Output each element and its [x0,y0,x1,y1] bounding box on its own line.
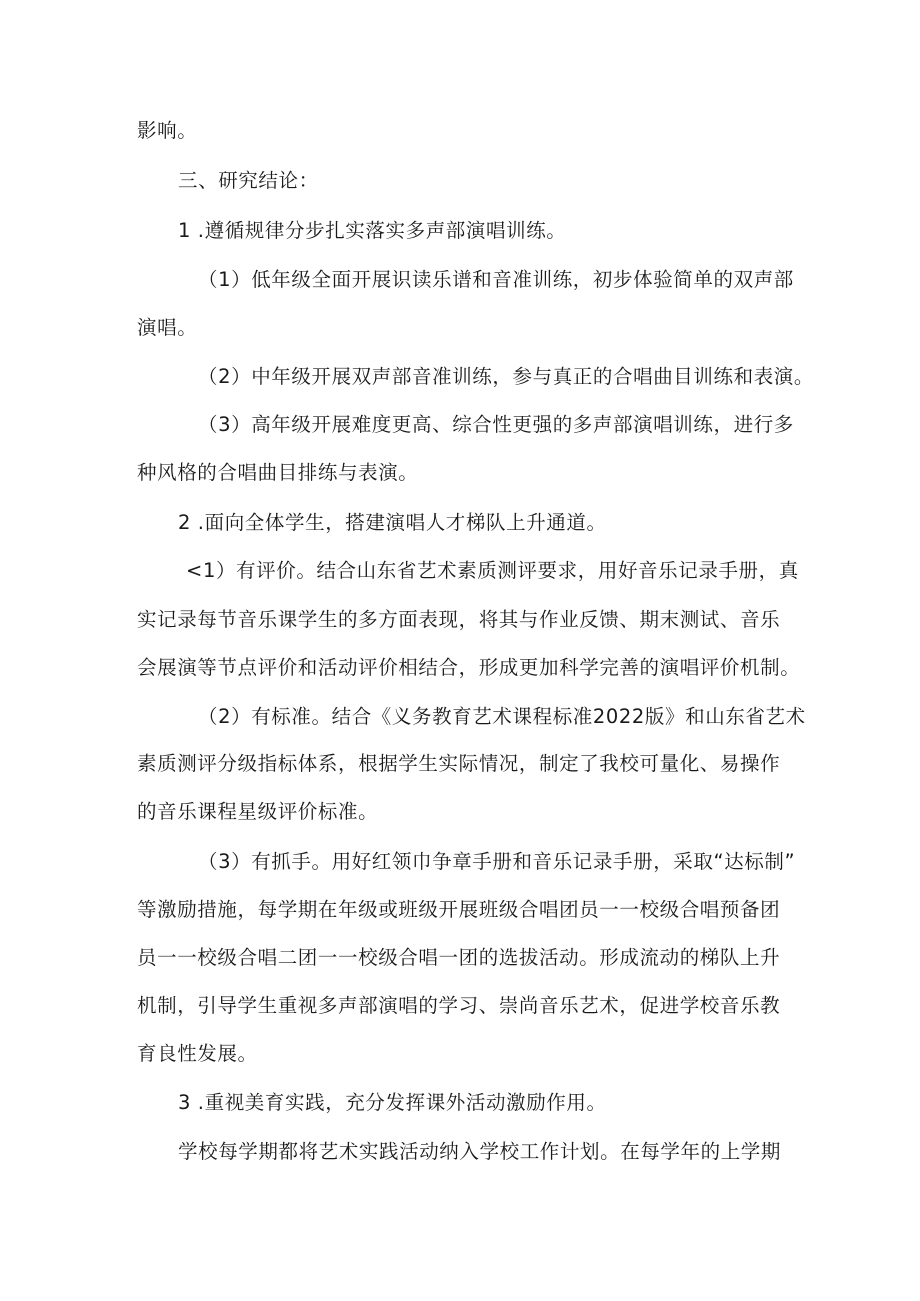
subheading-3: 3 .重视美育实践，充分发挥课外活动激励作用。 [178,1091,607,1114]
text-line-8: 种风格的合唱曲目排练与表演。 [137,461,419,484]
text-line-5: 演唱。 [137,316,198,339]
text-line-15: 的音乐课程星级评价标准。 [137,800,379,823]
text-line-16: （3）有抓手。用好红领巾争章手册和音乐记录手册，采取“达标制” [198,850,796,873]
text-line-18: 员一一校级合唱二团一一校级合唱一团的选拔活动。形成流动的梯队上升 [137,946,781,969]
text-line-4: （1）低年级全面开展识读乐谱和音准训练，初步体验简单的双声部 [198,268,794,291]
text-line-11: 实记录每节音乐课学生的多方面表现，将其与作业反馈、期末测试、音乐 [137,608,781,631]
section-heading-conclusion: 三、研究结论： [178,169,319,192]
text-line-14: 素质测评分级指标体系，根据学生实际情况，制定了我校可量化、易操作 [137,752,781,775]
text-line-6: （2）中年级开展双声部音准训练，参与真正的合唱曲目训练和表演。 [198,365,815,388]
subheading-1: 1 .遵循规律分步扎实落实多声部演唱训练。 [178,219,567,242]
text-line-10: <1）有评价。结合山东省艺术素质测评要求，用好音乐记录手册，真 [186,559,799,582]
text-line-12: 会展演等节点评价和活动评价相结合，形成更加科学完善的演唱评价机制。 [137,656,801,679]
text-line-1: 影响。 [137,119,198,142]
text-line-7: （3）高年级开展难度更高、综合性更强的多声部演唱训练，进行多 [198,413,794,436]
text-line-19: 机制，引导学生重视多声部演唱的学习、崇尚音乐艺术，促进学校音乐教 [137,994,781,1017]
text-line-22: 学校每学期都将艺术实践活动纳入学校工作计划。在每学年的上学期 [178,1140,782,1163]
text-line-17: 等激励措施，每学期在年级或班级开展班级合唱团员一一校级合唱预备团 [137,898,781,921]
text-line-13: （2）有标准。结合《义务教育艺术课程标准2022版》和山东省艺术 [198,705,806,728]
text-line-20: 育良性发展。 [137,1042,258,1065]
subheading-2: 2 .面向全体学生，搭建演唱人才梯队上升通道。 [178,511,607,534]
